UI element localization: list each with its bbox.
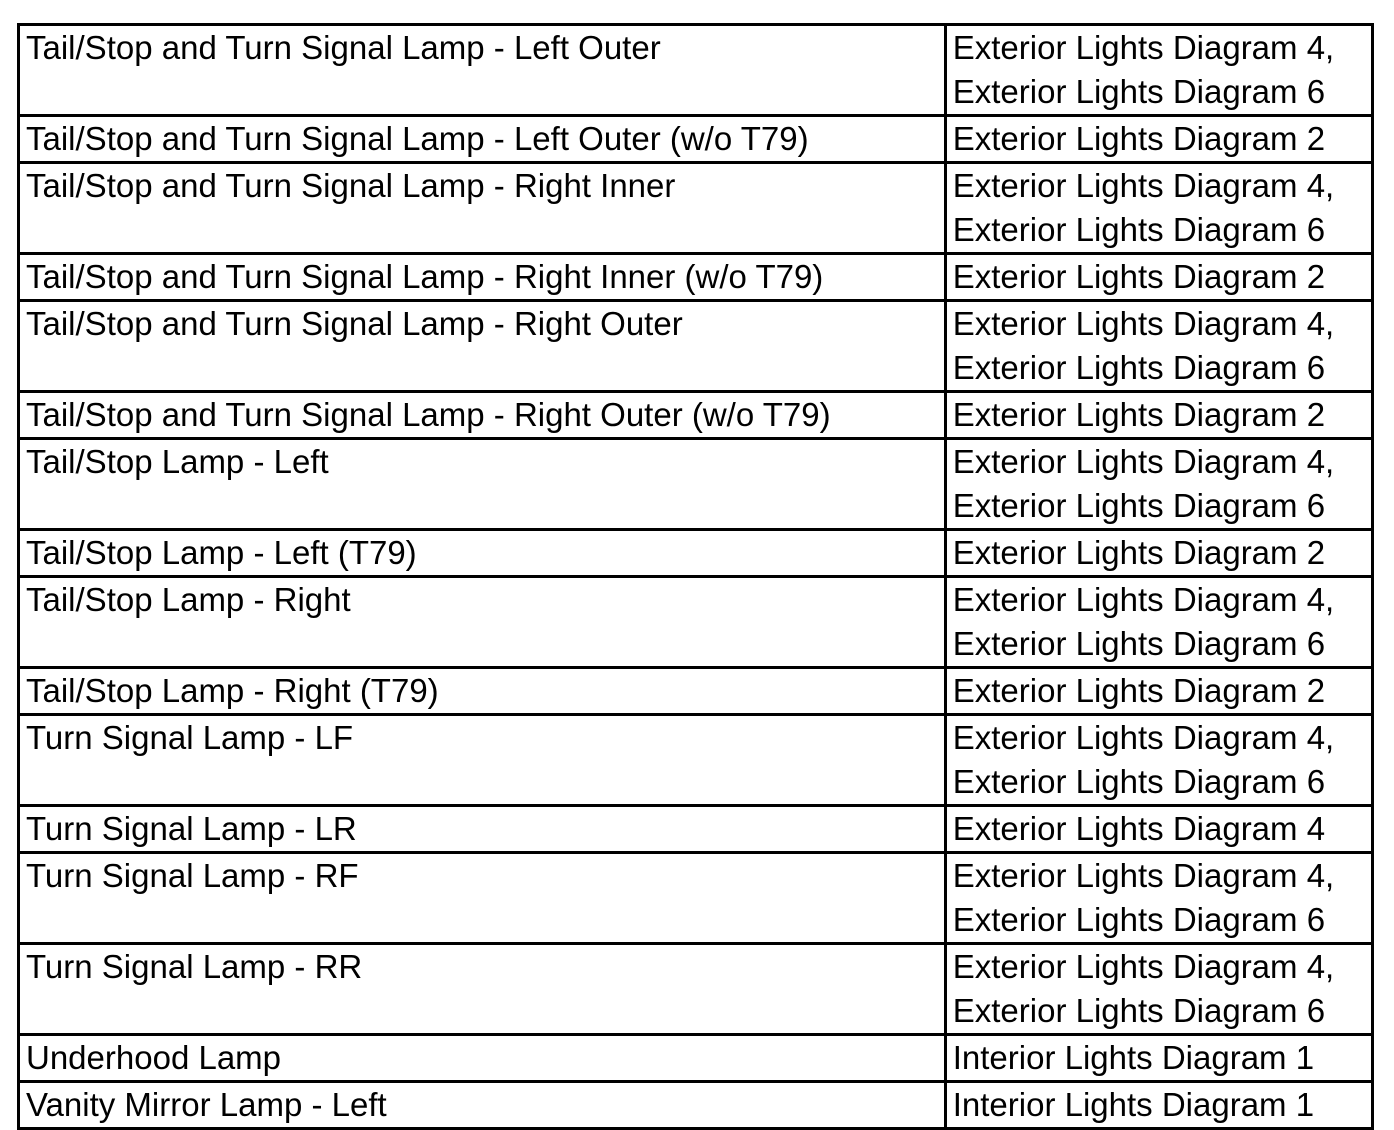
table-row (19, 530, 1373, 577)
component-name-cell (19, 25, 946, 116)
diagram-reference-cell (945, 163, 1372, 254)
diagram-reference: Exterior Lights Diagram 4, (952, 581, 1335, 618)
component-name: Tail/Stop and Turn Signal Lamp - Right Inner (26, 167, 676, 204)
component-name-cell (19, 439, 946, 530)
diagram-reference-cell (945, 439, 1372, 530)
component-name-cell (19, 301, 946, 392)
component-name: Tail/Stop Lamp - Right (26, 581, 351, 618)
diagram-reference: Interior Lights Diagram 1 (952, 1086, 1315, 1123)
component-name-cell (19, 254, 946, 301)
component-name-cell (19, 944, 946, 1035)
component-name-cell (19, 392, 946, 439)
component-name-cell (19, 668, 946, 715)
component-name: Vanity Mirror Lamp - Left (26, 1086, 387, 1123)
diagram-reference: Exterior Lights Diagram 6 (952, 625, 1326, 662)
diagram-reference: Exterior Lights Diagram 4, (952, 443, 1335, 480)
component-name-cell (19, 853, 946, 944)
diagram-reference: Exterior Lights Diagram 4, (952, 857, 1335, 894)
diagram-reference-cell (945, 392, 1372, 439)
diagram-reference: Exterior Lights Diagram 6 (952, 992, 1326, 1029)
diagram-reference-cell (945, 1035, 1372, 1082)
component-name: Tail/Stop Lamp - Left (26, 443, 329, 480)
table-row (19, 806, 1373, 853)
component-name: Tail/Stop and Turn Signal Lamp - Right Outer (26, 305, 683, 342)
component-name-cell (19, 1035, 946, 1082)
diagram-reference-cell (945, 853, 1372, 944)
table-row (19, 116, 1373, 163)
component-index-body (19, 25, 1373, 1129)
diagram-reference-cell (945, 116, 1372, 163)
diagram-reference-cell (945, 715, 1372, 806)
diagram-reference: Exterior Lights Diagram 2 (952, 120, 1326, 157)
table-row (19, 577, 1373, 668)
table-row (19, 853, 1373, 944)
diagram-reference: Exterior Lights Diagram 6 (952, 349, 1326, 386)
component-name: Turn Signal Lamp - RF (26, 857, 359, 894)
diagram-reference-cell (945, 668, 1372, 715)
component-name: Tail/Stop and Turn Signal Lamp - Left Outer (26, 29, 661, 66)
component-name: Tail/Stop Lamp - Left (T79) (26, 534, 417, 571)
diagram-reference-cell (945, 944, 1372, 1035)
table-row (19, 163, 1373, 254)
diagram-reference: Exterior Lights Diagram 4, (952, 167, 1335, 204)
diagram-reference: Exterior Lights Diagram 4, (952, 305, 1335, 342)
component-name-cell (19, 116, 946, 163)
diagram-reference: Exterior Lights Diagram 2 (952, 672, 1326, 709)
table-row (19, 392, 1373, 439)
table-row (19, 1035, 1373, 1082)
table-row (19, 25, 1373, 116)
diagram-reference: Exterior Lights Diagram 2 (952, 396, 1326, 433)
diagram-reference: Exterior Lights Diagram 2 (952, 534, 1326, 571)
component-name: Tail/Stop and Turn Signal Lamp - Right Inner (w/o T79) (26, 258, 824, 295)
diagram-reference-cell (945, 806, 1372, 853)
diagram-reference: Exterior Lights Diagram 4 (952, 810, 1326, 847)
table-row (19, 715, 1373, 806)
diagram-reference: Exterior Lights Diagram 4, (952, 719, 1335, 756)
diagram-reference-cell (945, 530, 1372, 577)
diagram-reference-cell (945, 301, 1372, 392)
table-row (19, 944, 1373, 1035)
table-row (19, 668, 1373, 715)
component-name: Turn Signal Lamp - RR (26, 948, 363, 985)
diagram-reference-cell (945, 254, 1372, 301)
diagram-reference-cell (945, 25, 1372, 116)
component-name: Tail/Stop and Turn Signal Lamp - Left Outer (w/o T79) (26, 120, 809, 157)
diagram-reference: Exterior Lights Diagram 4, (952, 29, 1335, 66)
diagram-reference: Exterior Lights Diagram 2 (952, 258, 1326, 295)
component-name-cell (19, 806, 946, 853)
component-name-cell (19, 1082, 946, 1129)
table-row (19, 254, 1373, 301)
component-name-cell (19, 163, 946, 254)
component-name: Tail/Stop Lamp - Right (T79) (26, 672, 439, 709)
diagram-reference: Exterior Lights Diagram 4, (952, 948, 1335, 985)
component-name-cell (19, 530, 946, 577)
diagram-reference: Exterior Lights Diagram 6 (952, 487, 1326, 524)
diagram-reference: Exterior Lights Diagram 6 (952, 901, 1326, 938)
diagram-reference-cell (945, 1082, 1372, 1129)
component-name: Turn Signal Lamp - LF (26, 719, 354, 756)
component-name: Tail/Stop and Turn Signal Lamp - Right Outer (w/o T79) (26, 396, 831, 433)
diagram-reference: Exterior Lights Diagram 6 (952, 211, 1326, 248)
table-row (19, 301, 1373, 392)
component-name: Underhood Lamp (26, 1039, 282, 1076)
diagram-reference: Exterior Lights Diagram 6 (952, 73, 1326, 110)
diagram-reference: Interior Lights Diagram 1 (952, 1039, 1315, 1076)
table-row (19, 1082, 1373, 1129)
component-name: Turn Signal Lamp - LR (26, 810, 357, 847)
component-index-table (17, 23, 1374, 1130)
component-name-cell (19, 715, 946, 806)
table-row (19, 439, 1373, 530)
diagram-reference: Exterior Lights Diagram 6 (952, 763, 1326, 800)
component-name-cell (19, 577, 946, 668)
diagram-reference-cell (945, 577, 1372, 668)
